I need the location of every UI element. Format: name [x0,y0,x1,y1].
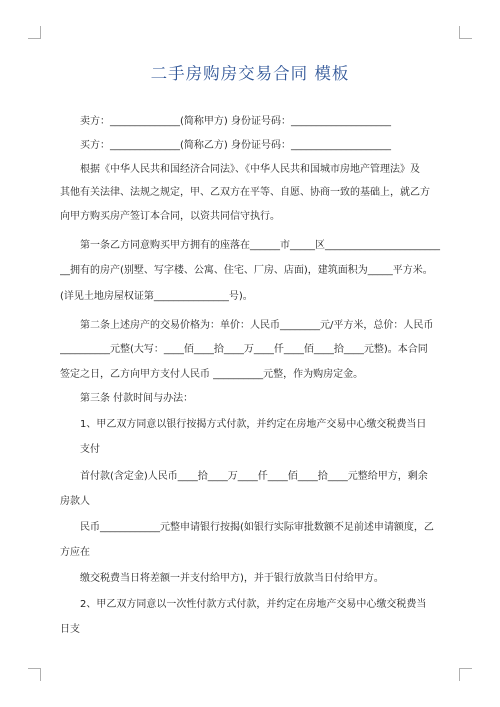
payment-option-1-line: 民币____________元整申请银行按揭(如银行实际审批数额不足前述申请额度，乙 [80,522,434,533]
article-2-line: 第二条上述房产的交易价格为：单价：人民币________元/平方米，总价：人民币 [80,320,434,331]
payment-option-1-line: 1、甲乙双方同意以银行按揭方式付款，并约定在房地产交易中心缴交税费当日 [80,419,427,430]
buyer-line: 买方：______________(简称乙方) 身份证号码：____________________ [80,140,391,151]
crop-mark-top-left [28,26,41,39]
preamble-line: 其他有关法律、法规之规定，甲、乙双方在平等、自愿、协商一致的基础上，就乙方 [60,187,430,198]
article-1-line: (详见土地房屋权证第_______________号)。 [60,291,253,302]
article-2-line: __________元整(大写：____佰____拾____万____仟____佰____拾____元整)。本合同 [60,344,428,355]
seller-line: 卖方：______________(简称甲方) 身份证号码：____________________ [80,116,391,127]
payment-option-2-line: 日支 [60,624,80,635]
crop-mark-bottom-left [28,668,41,681]
payment-option-1-line: 缴交税费当日将差额一并支付给甲方)，并于银行放款当日付给甲方。 [80,573,384,584]
article-2-line: 签定之日，乙方向甲方支付人民币 __________元整，作为购房定金。 [60,369,364,380]
article-1-line: __拥有的房产(别墅、写字楼、公寓、住宅、厂房、店面)，建筑面积为_____平方米。 [60,265,433,276]
preamble-line: 向甲方购买房产签订本合同，以资共同信守执行。 [60,211,280,222]
payment-option-1-line: 房款人 [60,496,90,507]
payment-option-1-line: 首付款(含定金)人民币____拾____万____仟____佰____拾____元整给甲方，剩余 [80,471,428,482]
document-title: 二手房购房交易合同 模板 [150,64,350,83]
payment-option-1-line: 方应在 [60,547,90,558]
preamble-line: 根据《中华人民共和国经济合同法》、《中华人民共和国城市房地产管理法》及 [80,164,420,175]
payment-option-2-line: 2、甲乙双方同意以一次性付款方式付款，并约定在房地产交易中心缴交税费当 [80,599,427,610]
payment-option-1-line: 支付 [80,444,100,455]
crop-mark-bottom-right [459,668,472,681]
article-3-heading: 第三条 付款时间与办法： [80,393,194,404]
article-1-line: 第一条乙方同意购买甲方拥有的座落在______市_____区_______________________ [80,240,440,251]
crop-mark-top-right [459,26,472,39]
